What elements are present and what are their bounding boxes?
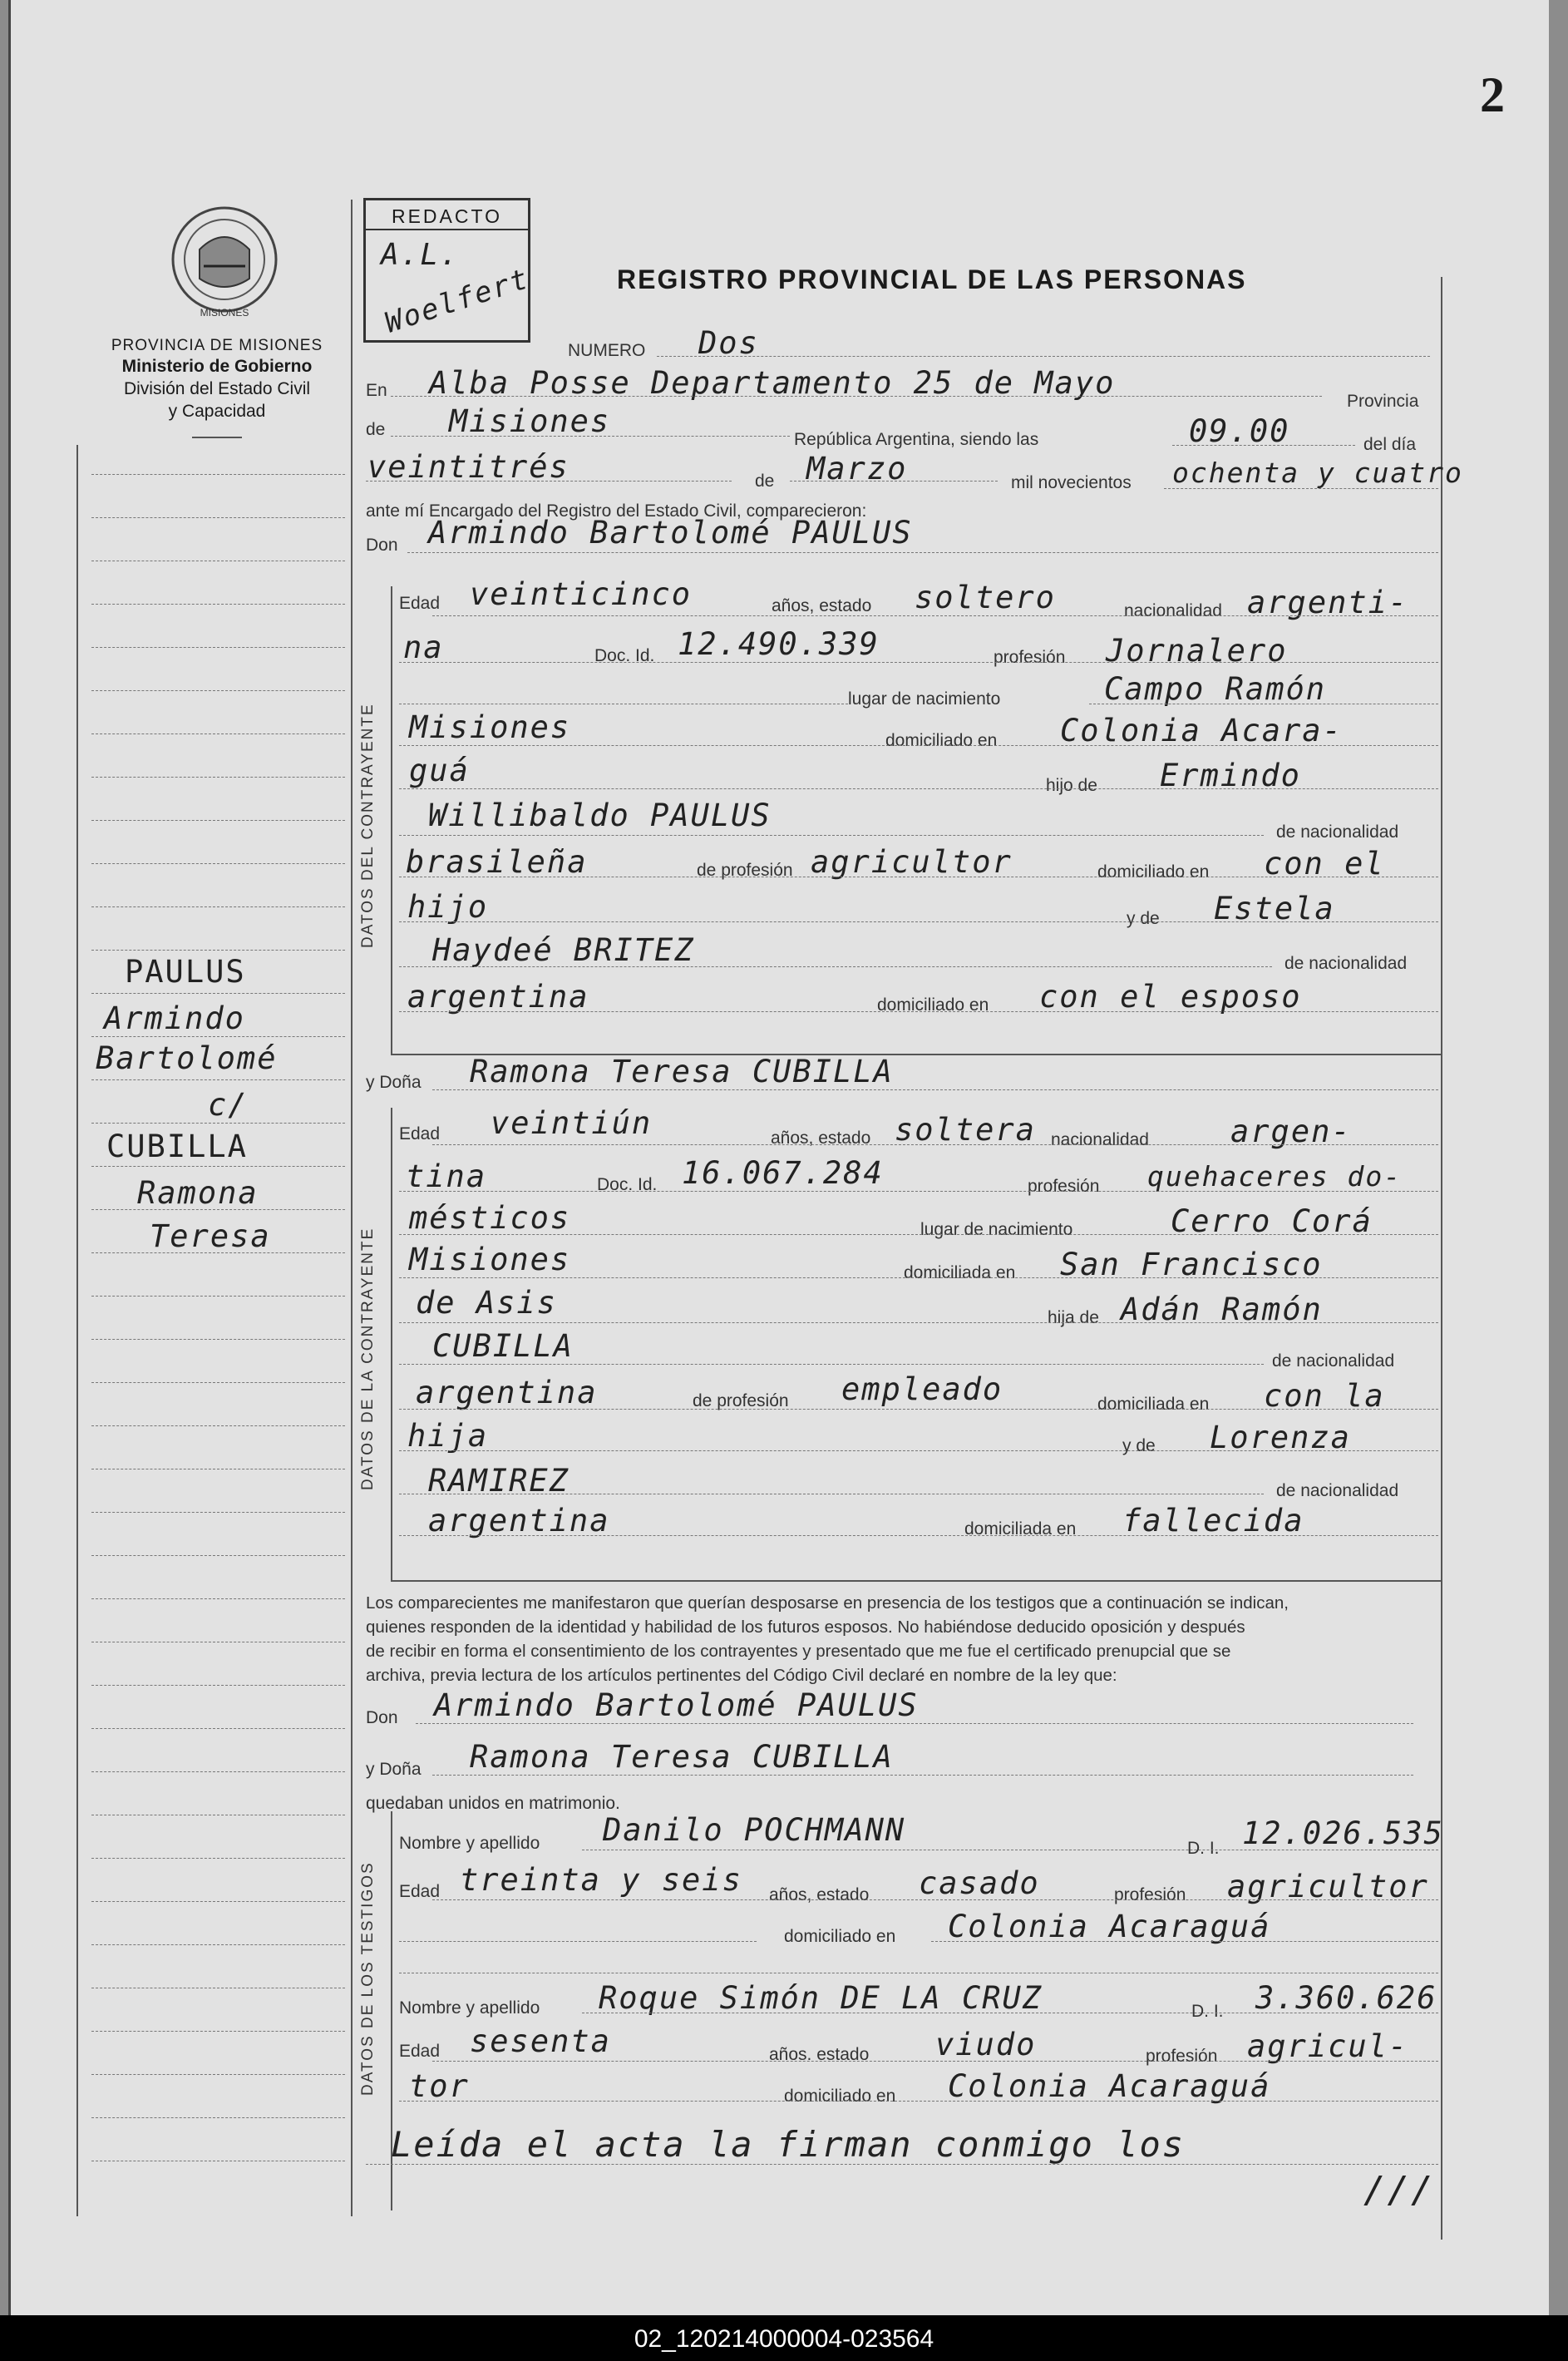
bride-father-nac-line [399,1409,1438,1410]
margin-rule [91,1123,345,1124]
margin-rule [91,1598,345,1599]
w2-di: 3.360.626 [1255,1980,1437,2016]
de-mes-label: de [755,472,775,491]
margin-note-2: Armindo [104,1000,245,1036]
bride-y-de-label: y de [1122,1436,1156,1455]
stamp-divider [366,229,528,230]
groom-lugar-cont: Misiones [409,709,571,745]
decl-dona-label: y Doña [366,1760,422,1779]
bride-name-line [432,1089,1438,1090]
redacto-label: REDACTO [391,205,503,227]
closing-rule [366,2164,1438,2165]
groom-father-nac-label: de nacionalidad [1276,822,1399,842]
w2-dom-label: domiciliado en [784,2087,896,2106]
w2-age: sesenta [470,2023,611,2059]
groom-mother-cont-line [399,966,1272,967]
groom-father-cont: Willibaldo PAULUS [428,798,772,833]
groom-prof-label: profesión [994,648,1066,667]
bride-mother-line [399,1450,1438,1451]
day-line [366,481,732,482]
bride-mother-dom-label: domiciliada en [964,1519,1077,1539]
redacto-name: Woelfert [381,262,534,340]
groom-age: veinticinco [470,576,693,612]
bride-lugar-line [399,1234,1438,1235]
groom-edad-label: Edad [399,594,441,613]
groom-hijo-label: hijo de [1046,776,1097,795]
margin-rule [91,1901,345,1902]
bride-father-prof-label: de profesión [693,1391,789,1410]
w1-edad-label: Edad [399,1882,441,1901]
province-value: Misiones [449,403,611,439]
w2-estado: viudo [935,2027,1037,2062]
place-value: Alba Posse Departamento 25 de Mayo [429,365,1116,401]
margin-rule [91,1555,345,1556]
province-line [391,436,790,437]
groom-dom-line [399,745,1438,746]
groom-nac-label: nacionalidad [1124,601,1222,620]
margin-rule [91,777,345,778]
declaration-line-4: archiva, previa lectura de los artículos pertinentes del Código Civil declaré en nombre de la ley que: [366,1666,1117,1685]
bride-estado: soltera [895,1112,1036,1148]
en-label: En [366,381,387,400]
declaration-line-3: de recibir en forma el consentimiento de los contrayentes y presentado que me fue el certificado prenupcial que se [366,1642,1231,1661]
w2-prof: agricul- [1247,2028,1409,2064]
bride-prof-cont: mésticos [409,1200,571,1236]
groom-dom-label: domiciliado en [885,731,998,750]
groom-father-dom-label: domiciliado en [1097,862,1210,882]
bride-father-prof: empleado [841,1371,1003,1407]
margin-rule [91,1685,345,1686]
groom-anos-label: años, estado [772,596,872,615]
bride-prof: quehaceres do- [1147,1160,1403,1193]
groom-side-label: DATOS DEL CONTRAYENTE [359,703,377,948]
bride-nac-cont: tina [406,1158,487,1194]
groom-lugar-label: lugar de nacimiento [848,689,1001,709]
margin-rule [91,647,345,648]
groom-prof: Jornalero [1106,633,1288,669]
margin-rule [91,1771,345,1772]
margin-rule [91,733,345,734]
page-number: 2 [1480,67,1505,122]
margin-rule [91,1166,345,1167]
w2-name: Roque Simón DE LA CRUZ [599,1980,1043,2016]
groom-nac-cont: na [403,630,444,665]
closing-mark: /// [1363,2169,1435,2211]
bride-side-label: DATOS DE LA CONTRAYENTE [359,1227,377,1490]
w1-di-label: D. I. [1187,1839,1220,1858]
register-title: REGISTRO PROVINCIAL DE LAS PERSONAS [617,264,1247,294]
bride-father-cont: CUBILLA [432,1328,574,1364]
margin-rule [91,863,345,864]
numero-label: NUMERO [568,341,646,360]
groom-edad-line [432,615,1438,616]
margin-note-6: Ramona [137,1175,259,1211]
w1-name: Danilo POCHMANN [603,1812,906,1848]
redacto-initials: A.L. [381,238,460,272]
w1-dom-line [931,1941,1438,1942]
groom-father-dom-cont: hijo [407,889,489,925]
w1-estado: casado [919,1865,1040,1901]
province-heading: PROVINCIA DE MISIONES [111,337,323,354]
bride-dom: San Francisco [1060,1247,1323,1282]
w2-anos-label: años. estado [769,2045,870,2064]
groom-mother-line [399,921,1438,922]
groom-nac: argenti- [1247,585,1409,620]
bride-mother-nac: argentina [428,1503,610,1539]
bride-father-nac: argentina [416,1375,598,1410]
margin-rule [91,2031,345,2032]
margin-rule [91,1339,345,1340]
groom-father-dom: con el [1264,846,1385,882]
bride-hija-line [399,1322,1438,1323]
bride-nac-label: nacionalidad [1051,1130,1149,1149]
seal-label: MISIONES [200,307,249,319]
w1-di: 12.026.535 [1242,1815,1444,1851]
margin-rule [91,474,345,475]
bride-lugar-label: lugar de nacimiento [920,1220,1073,1239]
w2-prof-label: profesión [1146,2047,1218,2066]
bride-mother-dom: fallecida [1122,1503,1304,1539]
w1-anos-label: años, estado [769,1885,870,1904]
bride-lugar-cont: Misiones [409,1242,571,1277]
margin-rule [91,1382,345,1383]
provincial-seal-icon [166,200,283,324]
margin-rule [91,1425,345,1426]
groom-father-prof-label: de profesión [697,861,793,880]
bride-father: Adán Ramón [1121,1292,1323,1327]
groom-name-line [407,552,1438,553]
margin-rule [91,517,345,518]
bride-name: Ramona Teresa CUBILLA [470,1054,894,1089]
decl-groom-line [416,1723,1413,1724]
divider [192,437,242,438]
w2-nombre-label: Nombre y apellido [399,1998,540,2018]
bride-doc-line [399,1191,1438,1192]
year-value: ochenta y cuatro [1172,457,1463,489]
mil-label: mil novecientos [1011,473,1132,492]
bride-lugar: Cerro Corá [1171,1203,1373,1239]
groom-dom: Colonia Acara- [1060,713,1343,748]
margin-note-4: c/ [208,1087,249,1123]
redacto-stamp [363,198,534,343]
ministry-heading: Ministerio de Gobierno [121,357,313,377]
groom-father-prof: agricultor [811,844,1013,880]
margin-rule [91,1296,345,1297]
groom-father-nac: brasileña [406,844,588,880]
bride-father-nac-label: de nacionalidad [1272,1351,1395,1371]
bride-doc: 16.067.284 [682,1155,884,1191]
margin-rule [91,950,345,951]
don-label: Don [366,536,398,555]
decl-don-label: Don [366,1708,398,1727]
w1-edad-line [432,1899,1438,1900]
bride-edad-line [432,1144,1438,1145]
del-dia-label: del día [1363,435,1417,454]
groom-doc: 12.490.339 [678,626,880,662]
margin-note-3: Bartolomé [96,1040,278,1076]
margin-rule [91,2117,345,2118]
margin-rule [91,2074,345,2075]
groom-mother-nac-line [399,1011,1438,1012]
bride-mother-nac-label: de nacionalidad [1276,1481,1399,1500]
w2-dom: Colonia Acaraguá [948,2068,1271,2104]
dona-label: y Doña [366,1073,422,1092]
bride-father-dom: con la [1264,1378,1385,1414]
groom-hijo-line [399,788,1438,789]
margin-rule-left [76,445,78,2216]
de-label: de [366,420,386,439]
margin-rule [91,906,345,907]
decl-closing: quedaban unidos en matrimonio. [366,1794,620,1813]
margin-rule [91,1728,345,1729]
witness-side-label: DATOS DE LOS TESTIGOS [359,1861,377,2096]
groom-mother: Estela [1214,891,1335,926]
groom-mother-dom: con el esposo [1039,979,1302,1015]
margin-rule [91,820,345,821]
bride-nac: argen- [1230,1114,1352,1149]
bride-father-line [399,1364,1264,1365]
groom-dom-cont: guá [409,753,470,788]
bride-section-bottom [391,1580,1441,1582]
groom-mother-dom-label: domiciliado en [877,995,989,1015]
time-line [1172,445,1355,446]
w2-edad-label: Edad [399,2042,441,2061]
w2-edad-line [432,2061,1438,2062]
decl-bride-line [432,1775,1413,1776]
margin-rule [91,1036,345,1037]
provincia-label: Provincia [1347,392,1419,411]
margin-note-1: PAULUS [125,954,246,990]
groom-mother-cont: Haydeé BRITEZ [432,932,695,968]
month-line [790,481,998,482]
groom-father-line [399,835,1264,836]
margin-rule [91,690,345,691]
republica-label: República Argentina, siendo las [794,430,1039,449]
groom-lugar: Campo Ramón [1104,671,1327,707]
margin-rule [91,1512,345,1513]
margin-note-5: CUBILLA [106,1129,248,1164]
bride-mother-nac-line [399,1535,1438,1536]
w2-dom-line [399,2101,1438,2102]
groom-y-de-label: y de [1127,909,1160,928]
groom-mother-nac: argentina [407,979,589,1015]
issuer-block [80,336,354,438]
margin-rule [91,1079,345,1080]
w2-prof-cont: tor [409,2068,470,2104]
declaration-line-2: quienes responden de la identidad y habilidad de los futuros esposos. No habiéndose deducido oposición y después [366,1618,1245,1637]
month-value: Marzo [806,451,908,487]
bride-hija-label: hija de [1048,1308,1099,1327]
bride-anos-label: años, estado [771,1129,871,1148]
margin-note-7: Teresa [150,1218,271,1254]
division-line-1: División del Estado Civil [123,379,311,399]
w1-dom-blank-line [399,1941,757,1942]
declaration-line-1: Los comparecientes me manifestaron que querían desposarse en presencia de los testigos que a continuación se indican, [366,1593,1289,1613]
margin-rule [91,1858,345,1859]
ante-label: ante mí Encargado del Registro del Estado Civil, comparecieron: [366,501,867,521]
groom-doc-label: Doc. Id. [594,646,655,665]
margin-rule [91,604,345,605]
margin-rule [91,1944,345,1945]
bride-edad-label: Edad [399,1124,441,1143]
numero-value: Dos [698,325,759,361]
closing-line: Leída el acta la firman conmigo los [391,2124,1186,2165]
margin-rule [91,993,345,994]
bride-father-dom-cont: hija [407,1418,489,1454]
bride-father-dom-label: domiciliada en [1097,1395,1210,1414]
groom-name: Armindo Bartolomé PAULUS [428,515,913,551]
bride-age: veintiún [491,1105,653,1141]
form-right-rule [1441,277,1442,2240]
w1-dom-label: domiciliado en [784,1927,896,1946]
numero-line [657,356,1430,357]
decl-groom-name: Armindo Bartolomé PAULUS [434,1687,919,1723]
w1-dom: Colonia Acaraguá [948,1909,1271,1944]
w2-di-label: D. I. [1191,2002,1224,2021]
scan-id: 02_120214000004-023564 [634,2325,934,2353]
w1-age: treinta y seis [460,1862,742,1898]
bride-doc-label: Doc. Id. [597,1175,658,1194]
w1-prof: agricultor [1227,1869,1429,1904]
groom-section-rule [391,586,392,1054]
day-value: veintitrés [367,449,570,485]
bride-dom-label: domiciliada en [904,1263,1016,1282]
groom-mother-nac-label: de nacionalidad [1284,954,1408,973]
w1-nombre-label: Nombre y apellido [399,1834,540,1853]
time-value: 09.00 [1189,413,1290,449]
groom-father: Ermindo [1160,758,1301,793]
bride-dom-cont: de Asis [416,1285,557,1321]
bride-section-rule [391,1108,392,1580]
bride-mother-cont: RAMIREZ [428,1463,570,1499]
place-line [391,396,1322,397]
division-line-2: y Capacidad [168,402,266,422]
year-line [1164,488,1438,489]
groom-doc-line [399,662,1438,663]
bride-prof-label: profesión [1028,1177,1100,1196]
bride-mother: Lorenza [1210,1420,1351,1455]
w1-prof-label: profesión [1114,1885,1186,1904]
groom-estado: soltero [915,580,1056,615]
margin-rule-right [351,200,353,2216]
bride-dom-line [399,1277,1438,1278]
decl-bride-name: Ramona Teresa CUBILLA [470,1739,894,1775]
